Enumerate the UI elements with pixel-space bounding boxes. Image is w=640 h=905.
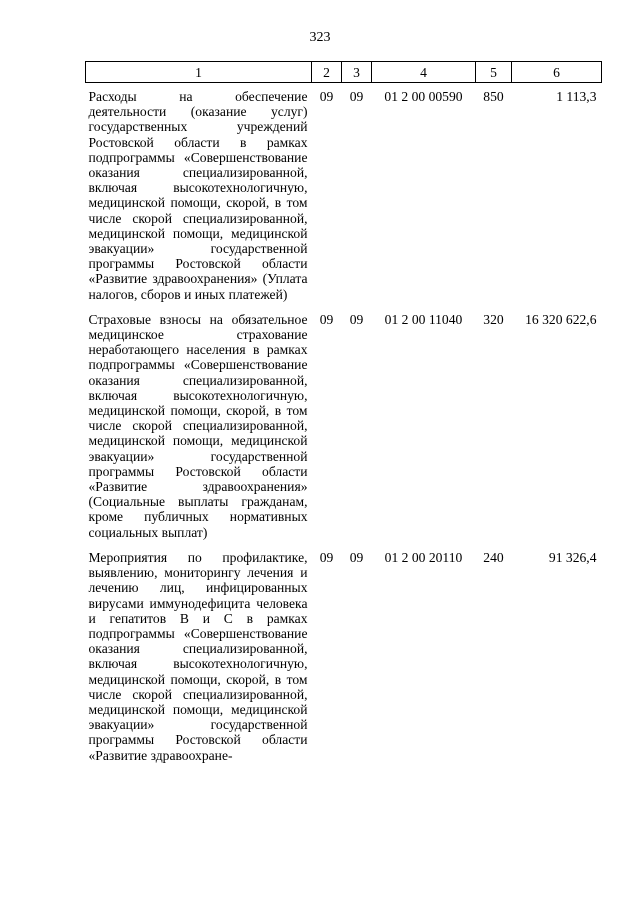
budget-table	[85, 61, 602, 763]
row-target-code: 01 2 00 20110	[384, 549, 463, 565]
row-amount: 1 113,3	[556, 89, 597, 104]
table-row	[86, 540, 602, 763]
row-description: Страховые взносы на обязательное медицинское страхование неработающего населения в рамках подпрограммы «Совершенствование оказания специализированной, включая высокотехнологичную, медицинской помощи, скорой, в том числе скорой специализированной, медицинской помощи, медицинской эвакуации» государственной программы Ростовской области «Развитие здравоохранения» (Социальные выплаты гражданам, кроме публичных нормативных социальных выплат)	[88, 311, 308, 540]
table-header	[86, 62, 602, 83]
header-cell-2: 2	[312, 62, 342, 83]
row-expense-type: 850	[483, 89, 504, 104]
row-expense-type: 320	[483, 311, 504, 327]
row-amount: 16 320 622,6	[525, 311, 597, 327]
row-target-code: 01 2 00 00590	[384, 89, 463, 104]
header-cell-5: 5	[476, 62, 512, 83]
row-section: 09	[319, 89, 334, 104]
row-subsection: 09	[349, 89, 364, 104]
row-section: 09	[319, 311, 334, 327]
table-row	[86, 302, 602, 540]
row-expense-type: 240	[483, 549, 504, 565]
row-subsection: 09	[349, 549, 364, 565]
header-cell-1: 1	[86, 62, 312, 83]
table-row	[86, 83, 602, 302]
header-row	[86, 62, 602, 83]
header-cell-3: 3	[342, 62, 372, 83]
row-target-code: 01 2 00 11040	[384, 311, 463, 327]
header-cell-6: 6	[512, 62, 602, 83]
row-section: 09	[319, 549, 334, 565]
row-description: Мероприятия по профилактике, выявлению, мониторингу лечения и лечению лиц, инфицированных вирусами иммунодефицита человека и гепатитов В и С в рамках подпрограммы «Совершенствование оказания специализированной, включая высокотехнологичную, медицинской помощи, скорой, в том числе скорой специализированной, медицинской помощи, медицинской эвакуации» государственной программы Ростовской области «Развитие здравоохране-	[88, 549, 308, 763]
row-description: Расходы на обеспечение деятельности (оказание услуг) государственных учреждений Ростовской области в рамках подпрограммы «Совершенствование оказания специализированной, включая высокотехнологичную, медицинской помощи, скорой, в том числе скорой специализированной, медицинской помощи, медицинской эвакуации» государственной программы Ростовской области «Развитие здравоохранения» (Уплата налогов, сборов и иных платежей)	[88, 89, 308, 302]
row-amount: 91 326,4	[548, 549, 597, 565]
page-number: 323	[309, 30, 331, 45]
header-cell-4: 4	[372, 62, 476, 83]
row-subsection: 09	[349, 311, 364, 327]
table-body	[86, 83, 602, 763]
